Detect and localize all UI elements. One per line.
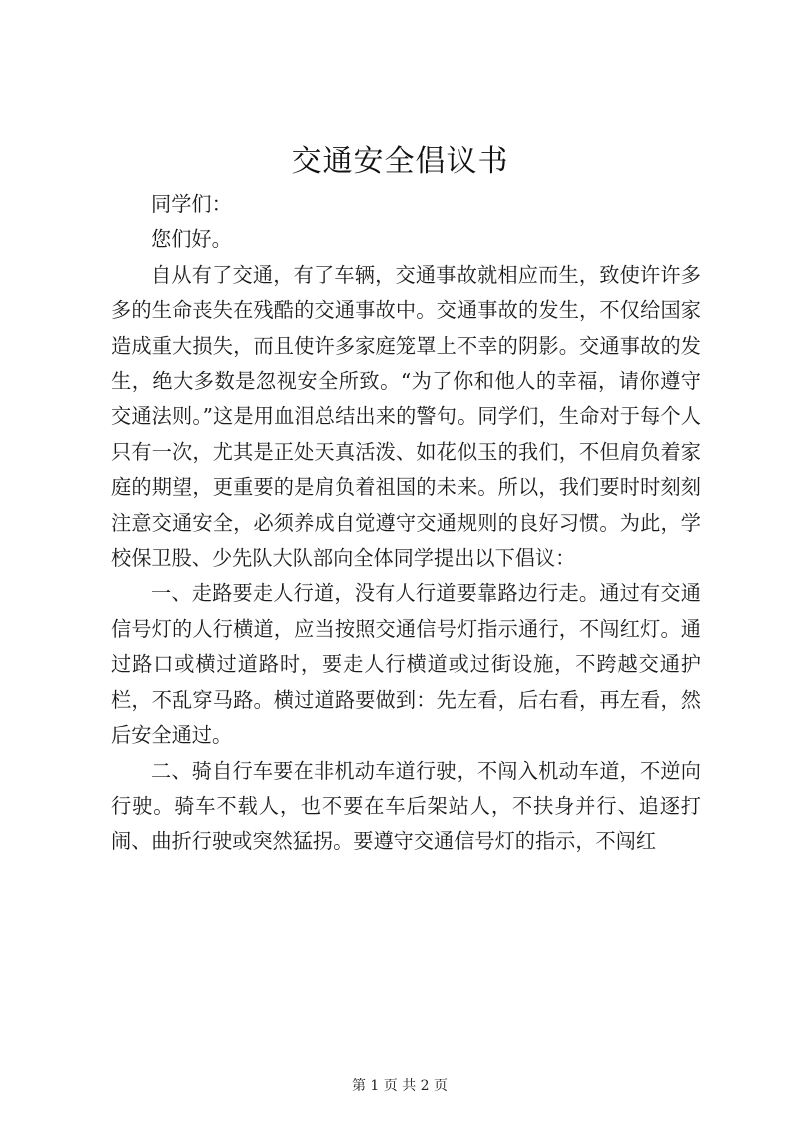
paragraph-walking: 一、走路要走人行道，没有人行道要靠路边行走。通过有交通信号灯的人行横道，应当按照交通信号灯指示通行，不闯红灯。通过路口或横过道路时，要走人行横道或过街设施，不跨越交通护栏，不乱穿马路。横过道路要做到：先左看，后右看，再左看，然后安全通过。 [111, 581, 701, 748]
paragraph-cycling: 二、骑自行车要在非机动车道行驶，不闯入机动车道，不逆向行驶。骑车不载人，也不要在车后架站人，不扶身并行、追逐打闹、曲折行驶或突然猛拐。要遵守交通信号灯的指示，不闯红 [111, 758, 701, 854]
paragraph-intro: 自从有了交通，有了车辆，交通事故就相应而生，致使许许多多的生命丧失在残酷的交通事故中。交通事故的发生，不仅给国家造成重大损失，而且使许多家庭笼罩上不幸的阴影。交通事故的发生，绝大多数是忽视安全所致。“为了你和他人的幸福，请你遵守交通法则。”这是用血泪总结出来的警句。同学们，生命对于每个人只有一次，尤其是正处天真活泼、如花似玉的我们，不但肩负着家庭的期望，更重要的是肩负着祖国的未来。所以，我们要时时刻刻注意交通安全，必须养成自觉遵守交通规则的良好习惯。为此，学校保卫股、少先队大队部向全体同学提出以下倡议： [111, 262, 701, 571]
document-body [111, 187, 701, 860]
page-footer: 第 1 页 共 2 页 [351, 1078, 449, 1094]
document-title: 交通安全倡议书 [291, 144, 509, 179]
salutation: 同学们： [151, 192, 232, 216]
greeting: 您们好。 [151, 227, 232, 252]
